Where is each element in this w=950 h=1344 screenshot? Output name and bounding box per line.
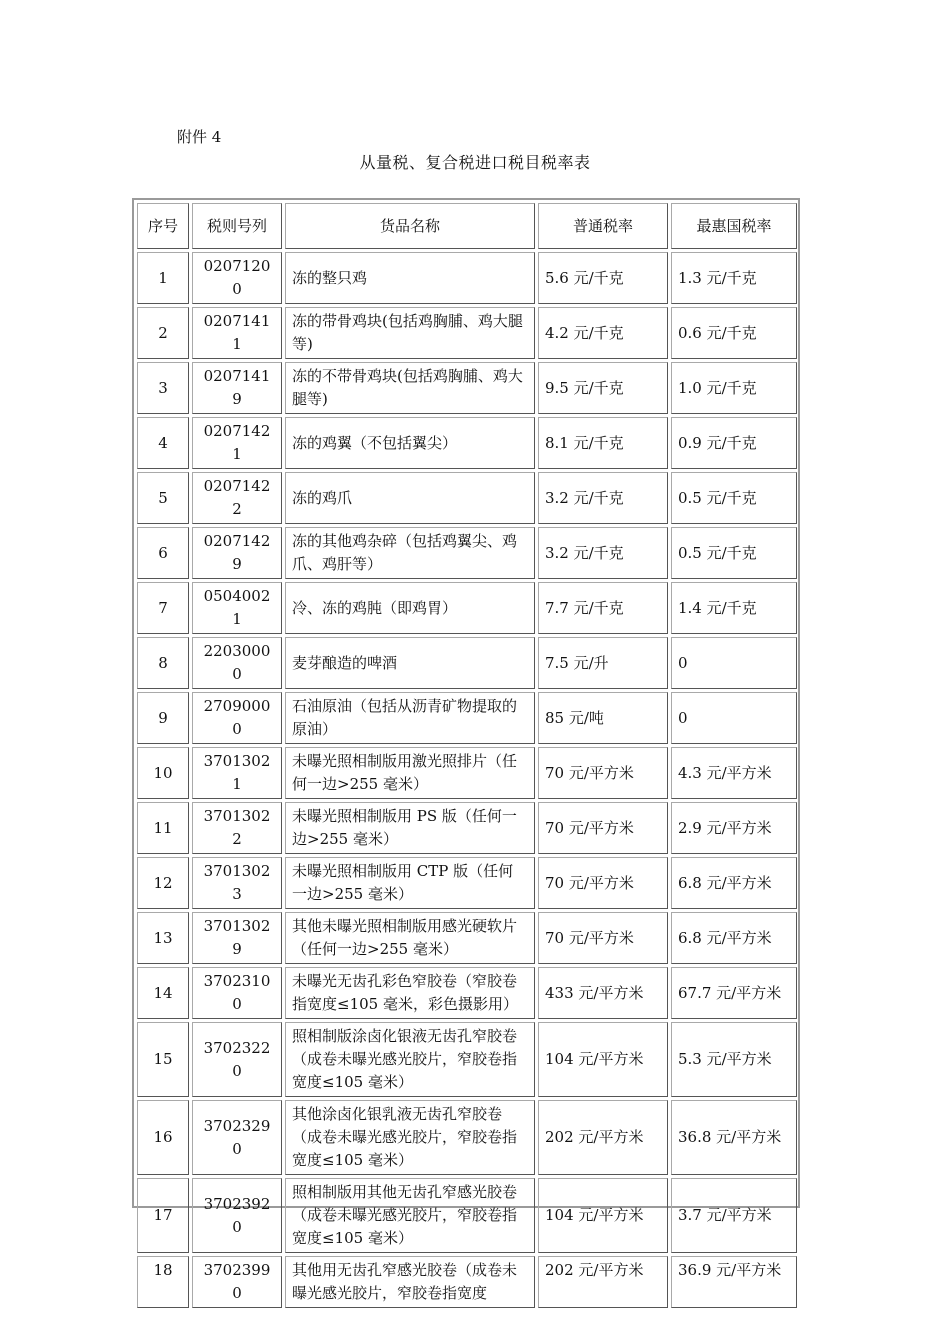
goods-name-cell: 冻的其他鸡杂碎（包括鸡翼尖、鸡爪、鸡肝等） [285, 527, 535, 579]
tariff-code-cell: 02071422 [192, 472, 282, 524]
row-number-cell: 6 [137, 527, 189, 579]
tariff-code-cell: 37013022 [192, 802, 282, 854]
tariff-code-cell: 02071200 [192, 252, 282, 304]
tariff-code-cell: 37013023 [192, 857, 282, 909]
table-row [137, 307, 797, 359]
mfn-rate-cell: 36.9 元/平方米 [671, 1256, 797, 1308]
general-rate-cell: 3.2 元/千克 [538, 472, 668, 524]
table-header-row [137, 203, 797, 249]
row-number-cell: 10 [137, 747, 189, 799]
column-header-code: 税则号列 [192, 203, 282, 249]
mfn-rate-cell: 4.3 元/平方米 [671, 747, 797, 799]
table-row [137, 692, 797, 744]
goods-name-cell: 冷、冻的鸡肫（即鸡胃） [285, 582, 535, 634]
general-rate-cell: 70 元/平方米 [538, 802, 668, 854]
mfn-rate-cell: 0 [671, 637, 797, 689]
tariff-table [134, 200, 800, 1311]
tariff-code-cell: 02071411 [192, 307, 282, 359]
goods-name-cell: 其他用无齿孔窄感光胶卷（成卷未曝光感光胶片，窄胶卷指宽度 [285, 1256, 535, 1308]
table-row [137, 637, 797, 689]
mfn-rate-cell: 67.7 元/平方米 [671, 967, 797, 1019]
general-rate-cell: 9.5 元/千克 [538, 362, 668, 414]
goods-name-cell: 未曝光无齿孔彩色窄胶卷（窄胶卷指宽度≤105 毫米，彩色摄影用） [285, 967, 535, 1019]
tariff-code-cell: 37023990 [192, 1256, 282, 1308]
row-number-cell: 15 [137, 1022, 189, 1097]
general-rate-cell: 70 元/平方米 [538, 747, 668, 799]
table-row [137, 912, 797, 964]
general-rate-cell: 8.1 元/千克 [538, 417, 668, 469]
mfn-rate-cell: 0.5 元/千克 [671, 527, 797, 579]
row-number-cell: 18 [137, 1256, 189, 1308]
general-rate-cell: 3.2 元/千克 [538, 527, 668, 579]
goods-name-cell: 冻的鸡爪 [285, 472, 535, 524]
goods-name-cell: 照相制版用其他无齿孔窄感光胶卷（成卷未曝光感光胶片，窄胶卷指宽度≤105 毫米） [285, 1178, 535, 1253]
general-rate-cell: 7.7 元/千克 [538, 582, 668, 634]
tariff-code-cell: 02071419 [192, 362, 282, 414]
tariff-code-cell: 37013021 [192, 747, 282, 799]
mfn-rate-cell: 0.6 元/千克 [671, 307, 797, 359]
row-number-cell: 17 [137, 1178, 189, 1253]
row-number-cell: 13 [137, 912, 189, 964]
tariff-code-cell: 22030000 [192, 637, 282, 689]
tariff-code-cell: 27090000 [192, 692, 282, 744]
table-row [137, 252, 797, 304]
row-number-cell: 8 [137, 637, 189, 689]
row-number-cell: 12 [137, 857, 189, 909]
table-row [137, 1022, 797, 1097]
table-row [137, 1178, 797, 1253]
row-number-cell: 9 [137, 692, 189, 744]
goods-name-cell: 未曝光照相制版用 PS 版（任何一边>255 毫米） [285, 802, 535, 854]
table-row [137, 582, 797, 634]
tariff-code-cell: 37023290 [192, 1100, 282, 1175]
mfn-rate-cell: 1.0 元/千克 [671, 362, 797, 414]
general-rate-cell: 104 元/平方米 [538, 1178, 668, 1253]
mfn-rate-cell: 6.8 元/平方米 [671, 912, 797, 964]
table-row [137, 857, 797, 909]
general-rate-cell: 85 元/吨 [538, 692, 668, 744]
mfn-rate-cell: 0 [671, 692, 797, 744]
goods-name-cell: 冻的不带骨鸡块(包括鸡胸脯、鸡大腿等) [285, 362, 535, 414]
row-number-cell: 16 [137, 1100, 189, 1175]
table-row [137, 747, 797, 799]
row-number-cell: 4 [137, 417, 189, 469]
mfn-rate-cell: 0.5 元/千克 [671, 472, 797, 524]
mfn-rate-cell: 1.3 元/千克 [671, 252, 797, 304]
row-number-cell: 5 [137, 472, 189, 524]
tariff-table-frame [132, 198, 800, 1302]
row-number-cell: 1 [137, 252, 189, 304]
column-header-general-rate: 普通税率 [538, 203, 668, 249]
table-row [137, 472, 797, 524]
table-row [137, 1100, 797, 1175]
mfn-rate-cell: 6.8 元/平方米 [671, 857, 797, 909]
goods-name-cell: 石油原油（包括从沥青矿物提取的原油） [285, 692, 535, 744]
row-number-cell: 2 [137, 307, 189, 359]
column-header-mfn-rate: 最惠国税率 [671, 203, 797, 249]
mfn-rate-cell: 5.3 元/平方米 [671, 1022, 797, 1097]
row-number-cell: 7 [137, 582, 189, 634]
column-header-name: 货品名称 [285, 203, 535, 249]
goods-name-cell: 未曝光照相制版用激光照排片（任何一边>255 毫米） [285, 747, 535, 799]
goods-name-cell: 冻的鸡翼（不包括翼尖） [285, 417, 535, 469]
general-rate-cell: 104 元/平方米 [538, 1022, 668, 1097]
tariff-code-cell: 37013029 [192, 912, 282, 964]
row-number-cell: 14 [137, 967, 189, 1019]
mfn-rate-cell: 36.8 元/平方米 [671, 1100, 797, 1175]
mfn-rate-cell: 1.4 元/千克 [671, 582, 797, 634]
general-rate-cell: 70 元/平方米 [538, 912, 668, 964]
tariff-code-cell: 37023100 [192, 967, 282, 1019]
tariff-code-cell: 37023920 [192, 1178, 282, 1253]
tariff-code-cell: 02071429 [192, 527, 282, 579]
goods-name-cell: 冻的带骨鸡块(包括鸡胸脯、鸡大腿等) [285, 307, 535, 359]
column-header-no: 序号 [137, 203, 189, 249]
table-row [137, 1256, 797, 1308]
table-row [137, 417, 797, 469]
general-rate-cell: 202 元/平方米 [538, 1256, 668, 1308]
row-number-cell: 11 [137, 802, 189, 854]
general-rate-cell: 70 元/平方米 [538, 857, 668, 909]
goods-name-cell: 麦芽酿造的啤酒 [285, 637, 535, 689]
table-row [137, 967, 797, 1019]
goods-name-cell: 照相制版涂卤化银液无齿孔窄胶卷（成卷未曝光感光胶片，窄胶卷指宽度≤105 毫米） [285, 1022, 535, 1097]
goods-name-cell: 其他涂卤化银乳液无齿孔窄胶卷（成卷未曝光感光胶片，窄胶卷指宽度≤105 毫米） [285, 1100, 535, 1175]
table-body [137, 252, 797, 1308]
document-title: 从量税、复合税进口税目税率表 [359, 153, 591, 172]
general-rate-cell: 7.5 元/升 [538, 637, 668, 689]
mfn-rate-cell: 2.9 元/平方米 [671, 802, 797, 854]
row-number-cell: 3 [137, 362, 189, 414]
goods-name-cell: 未曝光照相制版用 CTP 版（任何一边>255 毫米） [285, 857, 535, 909]
mfn-rate-cell: 0.9 元/千克 [671, 417, 797, 469]
goods-name-cell: 其他未曝光照相制版用感光硬软片（任何一边>255 毫米） [285, 912, 535, 964]
table-row [137, 802, 797, 854]
tariff-code-cell: 02071421 [192, 417, 282, 469]
general-rate-cell: 202 元/平方米 [538, 1100, 668, 1175]
general-rate-cell: 4.2 元/千克 [538, 307, 668, 359]
table-row [137, 362, 797, 414]
general-rate-cell: 5.6 元/千克 [538, 252, 668, 304]
mfn-rate-cell: 3.7 元/平方米 [671, 1178, 797, 1253]
attachment-label: 附件 4 [177, 128, 222, 146]
general-rate-cell: 433 元/平方米 [538, 967, 668, 1019]
goods-name-cell: 冻的整只鸡 [285, 252, 535, 304]
tariff-code-cell: 05040021 [192, 582, 282, 634]
tariff-code-cell: 37023220 [192, 1022, 282, 1097]
table-row [137, 527, 797, 579]
